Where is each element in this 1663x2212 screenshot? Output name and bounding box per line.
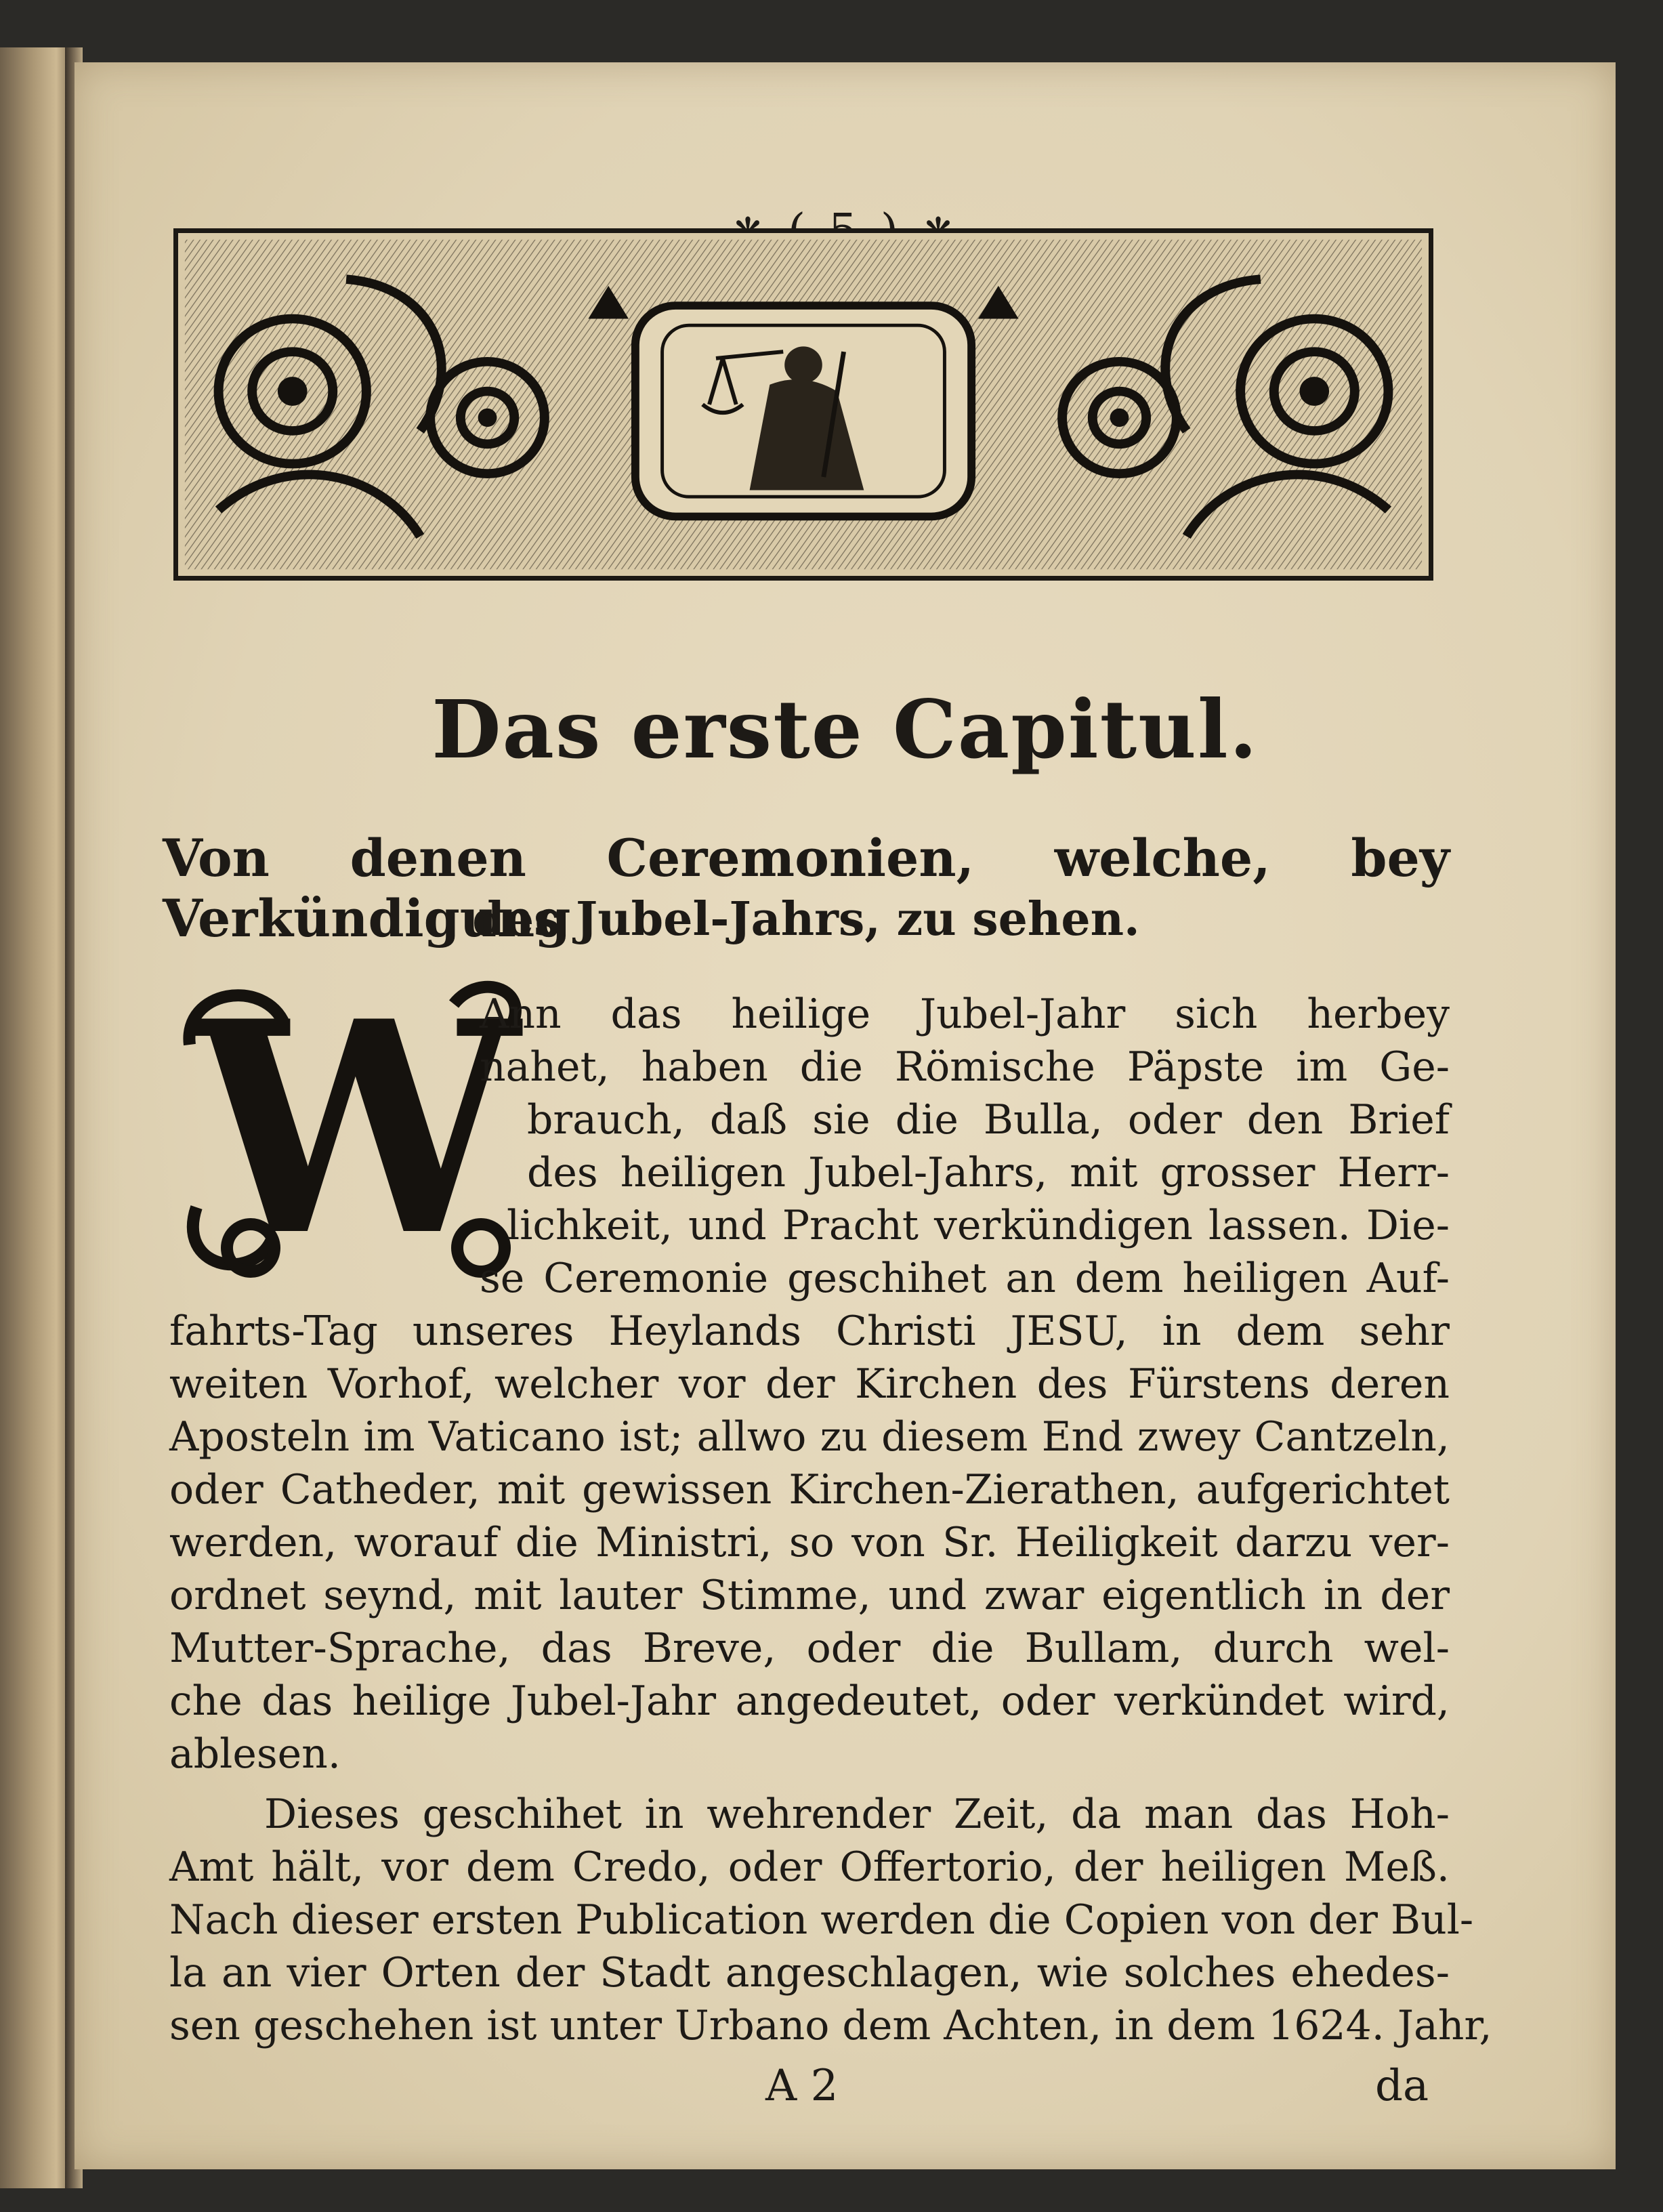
chapter-subtitle-line-2: des Jubel-Jahrs, zu sehen. xyxy=(472,892,1140,946)
body-line: des heiligen Jubel-Jahrs, mit grosser Herr- xyxy=(527,1149,1450,1196)
body-line: weiten Vorhof, welcher vor der Kirchen des Fürstens deren xyxy=(169,1360,1450,1408)
body-line: ordnet seynd, mit lauter Stimme, und zwar eigentlich in der xyxy=(169,1572,1450,1619)
chapter-subtitle-line-1: Von denen Ceremonien, welche, bey Verkündigung xyxy=(163,828,1450,948)
body-line: sen geschehen ist unter Urbano dem Achten, in dem 1624. Jahr, xyxy=(169,2002,1492,2049)
body-line: Mutter-Sprache, das Breve, oder die Bullam, durch wel- xyxy=(169,1625,1450,1672)
body-line: oder Catheder, mit gewissen Kirchen-Zierathen, aufgerichtet xyxy=(169,1466,1450,1514)
catchword: da xyxy=(1375,2061,1429,2111)
signature-mark: A 2 xyxy=(765,2061,839,2111)
body-line: che das heilige Jubel-Jahr angedeutet, oder verkündet wird, xyxy=(169,1677,1450,1725)
body-line: lichkeit, und Pracht verkündigen lassen. Die- xyxy=(507,1202,1450,1249)
body-line: Dieses geschihet in wehrender Zeit, da man das Hoh- xyxy=(264,1791,1450,1838)
body-line: se Ceremonie geschihet an dem heiligen Auf- xyxy=(480,1255,1450,1302)
body-line: Ann das heilige Jubel-Jahr sich herbey xyxy=(480,990,1450,1038)
body-line: ablesen. xyxy=(169,1730,341,1778)
woodcut-headpiece-icon xyxy=(173,228,1433,581)
body-line: Nach dieser ersten Publication werden die Copien von der Bul- xyxy=(169,1896,1474,1944)
chapter-title: Das erste Capitul. xyxy=(431,682,1259,776)
body-line: fahrts-Tag unseres Heylands Christi JESU, in dem sehr xyxy=(169,1308,1450,1355)
body-line: nahet, haben die Römische Päpste im Ge- xyxy=(480,1043,1450,1091)
body-line: brauch, daß sie die Bulla, oder den Brief xyxy=(527,1096,1450,1144)
body-line: Aposteln im Vaticano ist; allwo zu diesem End zwey Cantzeln, xyxy=(169,1413,1450,1461)
drop-cap-letter: W xyxy=(192,958,520,1300)
body-line: la an vier Orten der Stadt angeschlagen, wie solches ehedes- xyxy=(169,1949,1450,1997)
body-line: Amt hält, vor dem Credo, oder Offertorio, der heiligen Meß. xyxy=(169,1843,1450,1891)
left-page-edge xyxy=(0,47,70,2188)
body-line: werden, worauf die Ministri, so von Sr. Heiligkeit darzu ver- xyxy=(169,1519,1450,1566)
book-page xyxy=(75,62,1616,2169)
